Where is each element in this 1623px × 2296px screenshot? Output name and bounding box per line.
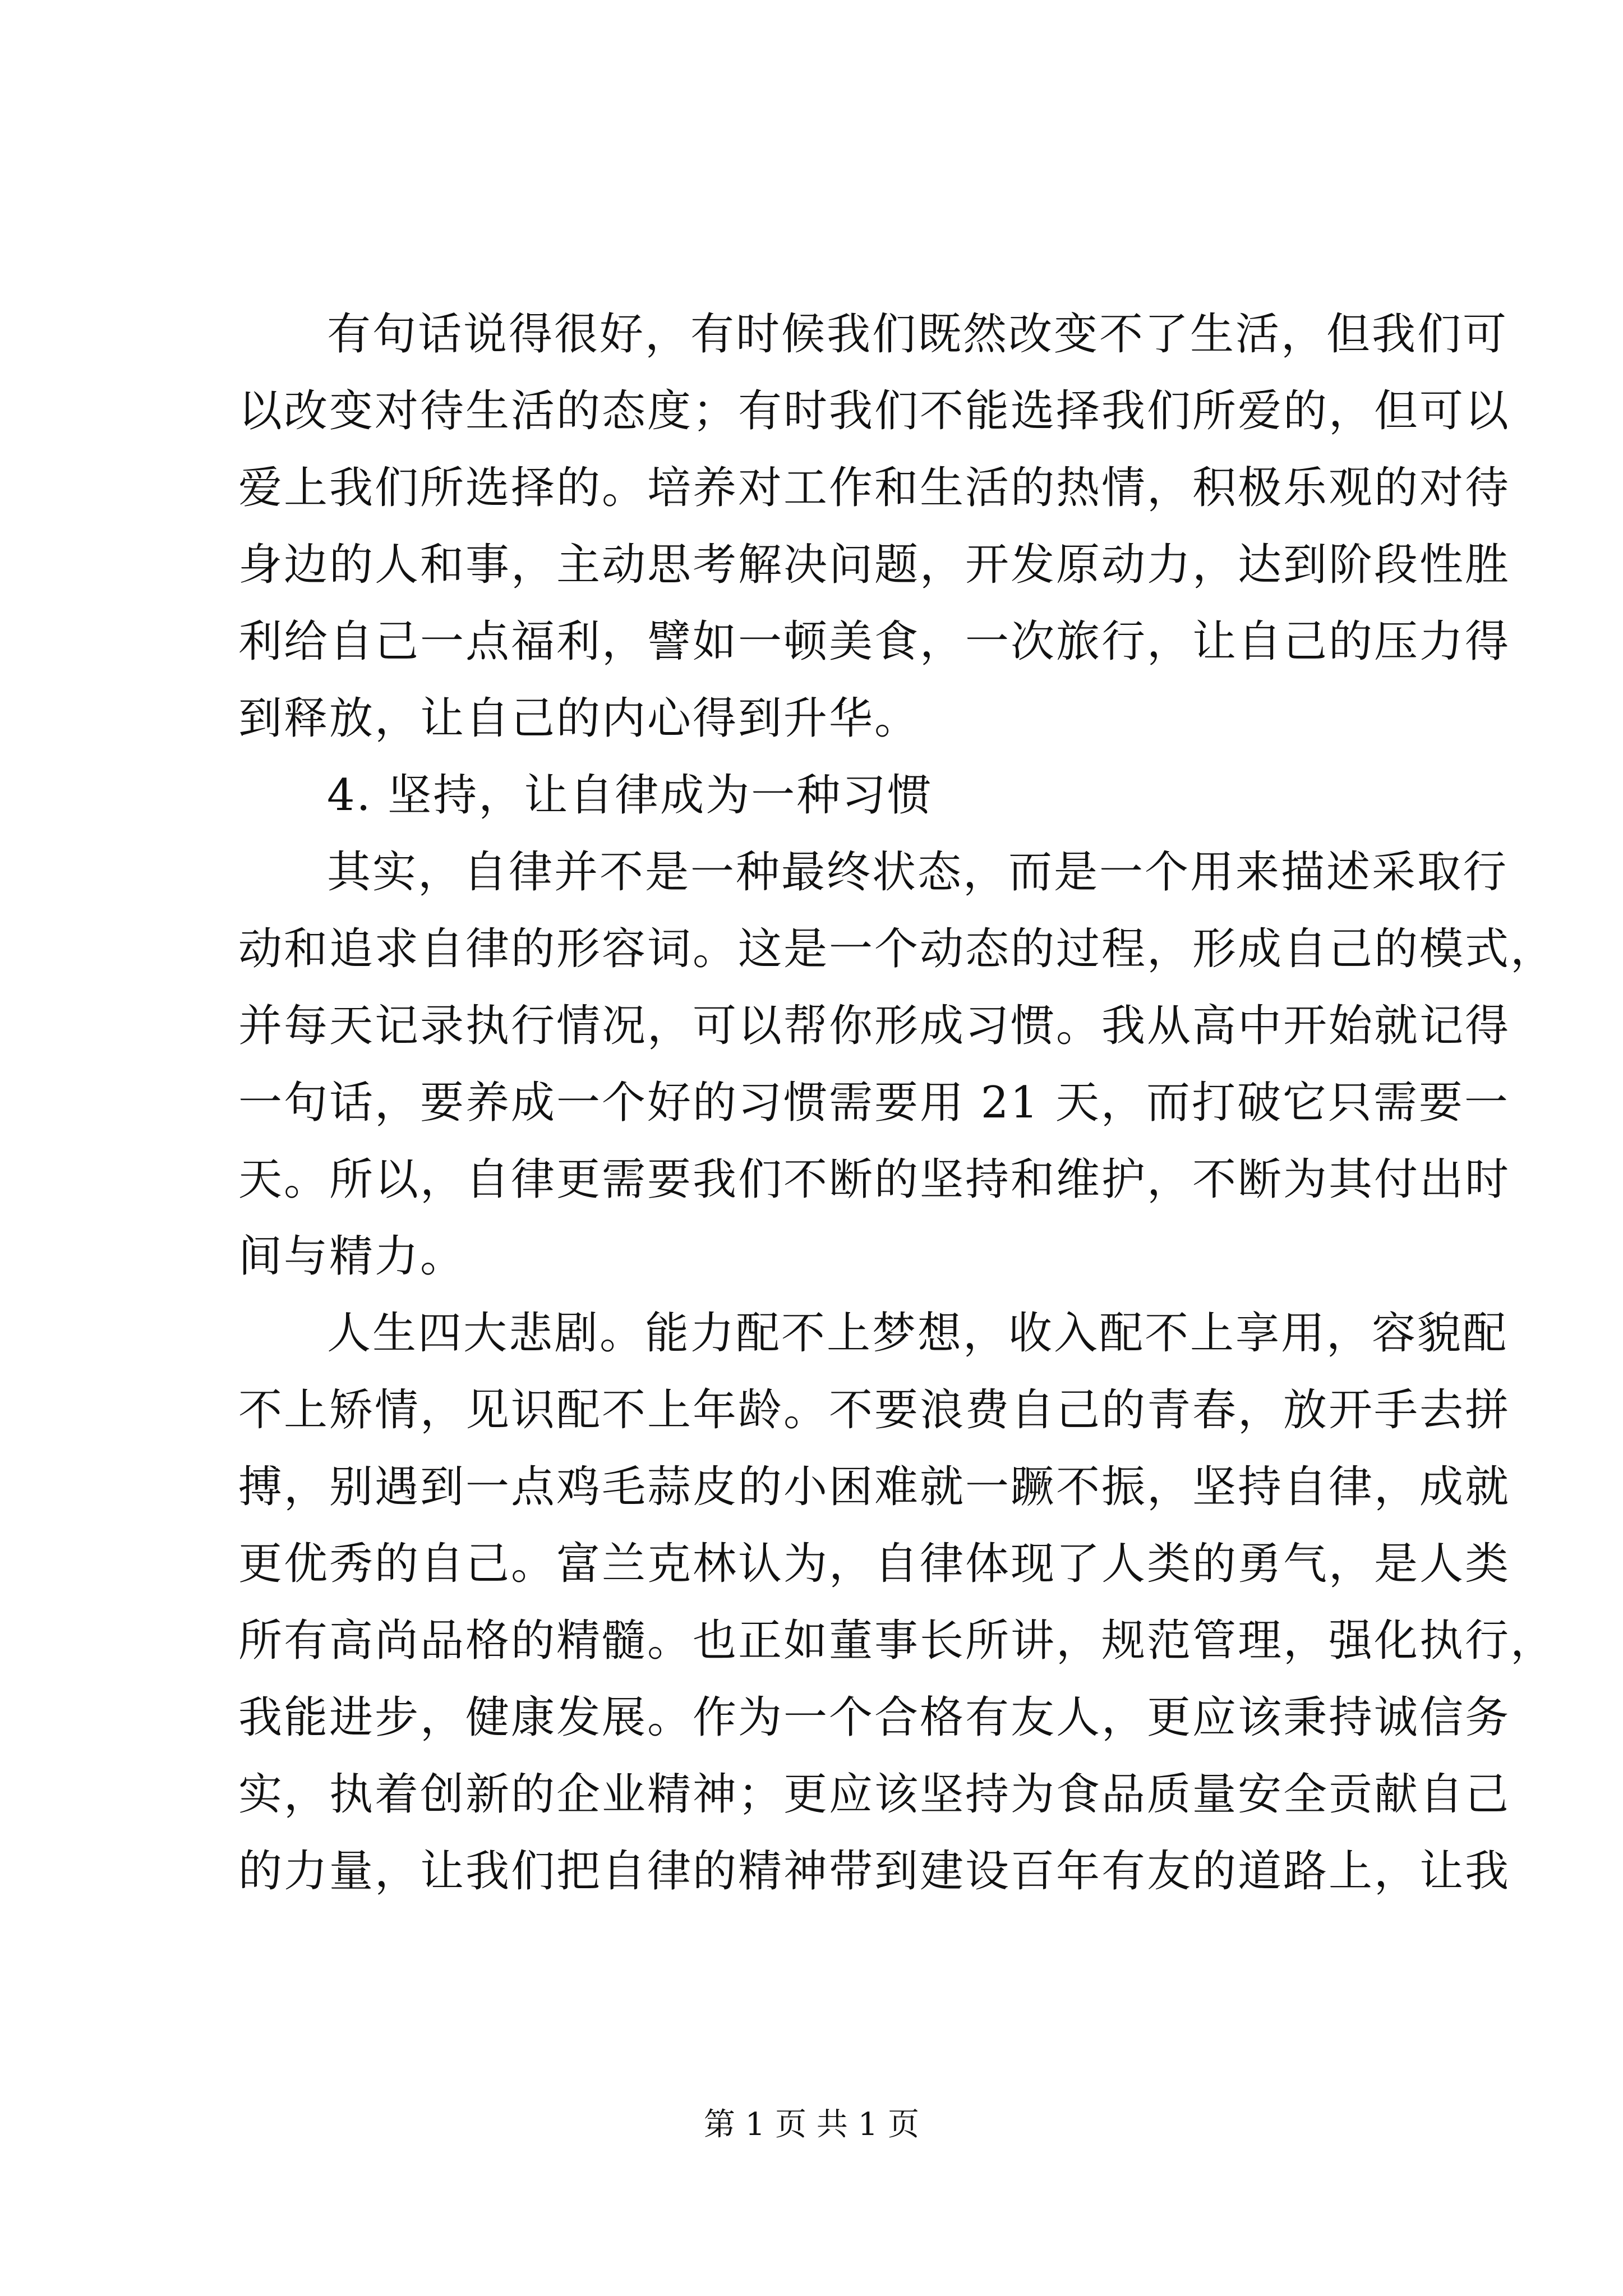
- paragraph-line: 不上矫情，见识配不上年龄。不要浪费自己的青春，放开手去拼: [238, 1385, 1511, 1435]
- paragraph-line: 我能进步，健康发展。作为一个合格有友人，更应该秉持诚信务: [238, 1692, 1511, 1743]
- paragraph-line: 间与精力。: [238, 1231, 466, 1282]
- page-number-footer: 第 1 页 共 1 页: [703, 2106, 920, 2143]
- paragraph-line: 以改变对待生活的态度；有时我们不能选择我们所爱的，但可以: [238, 386, 1511, 436]
- paragraph-line: 的力量，让我们把自律的精神带到建设百年有友的道路上，让我: [238, 1846, 1511, 1897]
- paragraph-line: 并每天记录执行情况，可以帮你形成习惯。我从高中开始就记得: [238, 1001, 1511, 1051]
- section-heading: 4. 坚持，让自律成为一种习惯: [327, 770, 933, 821]
- paragraph-line: 一句话，要养成一个好的习惯需要用 21 天，而打破它只需要一: [238, 1078, 1510, 1128]
- paragraph-line: 所有高尚品格的精髓。也正如董事长所讲，规范管理，强化执行，: [238, 1616, 1556, 1666]
- paragraph-line: 其实，自律并不是一种最终状态，而是一个用来描述采取行: [327, 847, 1509, 898]
- paragraph-line: 爱上我们所选择的。培养对工作和生活的热情，积极乐观的对待: [238, 463, 1511, 513]
- paragraph-line: 更优秀的自己。富兰克林认为，自律体现了人类的勇气，是人类: [238, 1539, 1511, 1589]
- paragraph-line: 实，执着创新的企业精神；更应该坚持为食品质量安全贡献自己: [238, 1769, 1511, 1820]
- paragraph-line: 利给自己一点福利，譬如一顿美食，一次旅行，让自己的压力得: [238, 616, 1511, 667]
- paragraph-line: 搏，别遇到一点鸡毛蒜皮的小困难就一蹶不振，坚持自律，成就: [238, 1462, 1511, 1512]
- paragraph-line: 动和追求自律的形容词。这是一个动态的过程，形成自己的模式，: [238, 924, 1556, 974]
- paragraph-line: 到释放，让自己的内心得到升华。: [238, 693, 920, 744]
- paragraph-line: 有句话说得很好，有时候我们既然改变不了生活，但我们可: [327, 309, 1509, 360]
- document-body: [238, 296, 1556, 1910]
- paragraph-line: 人生四大悲剧。能力配不上梦想，收入配不上享用，容貌配: [327, 1308, 1509, 1359]
- paragraph-line: 身边的人和事，主动思考解决问题，开发原动力，达到阶段性胜: [238, 540, 1511, 590]
- paragraph-line: 天。所以，自律更需要我们不断的坚持和维护，不断为其付出时: [238, 1154, 1511, 1205]
